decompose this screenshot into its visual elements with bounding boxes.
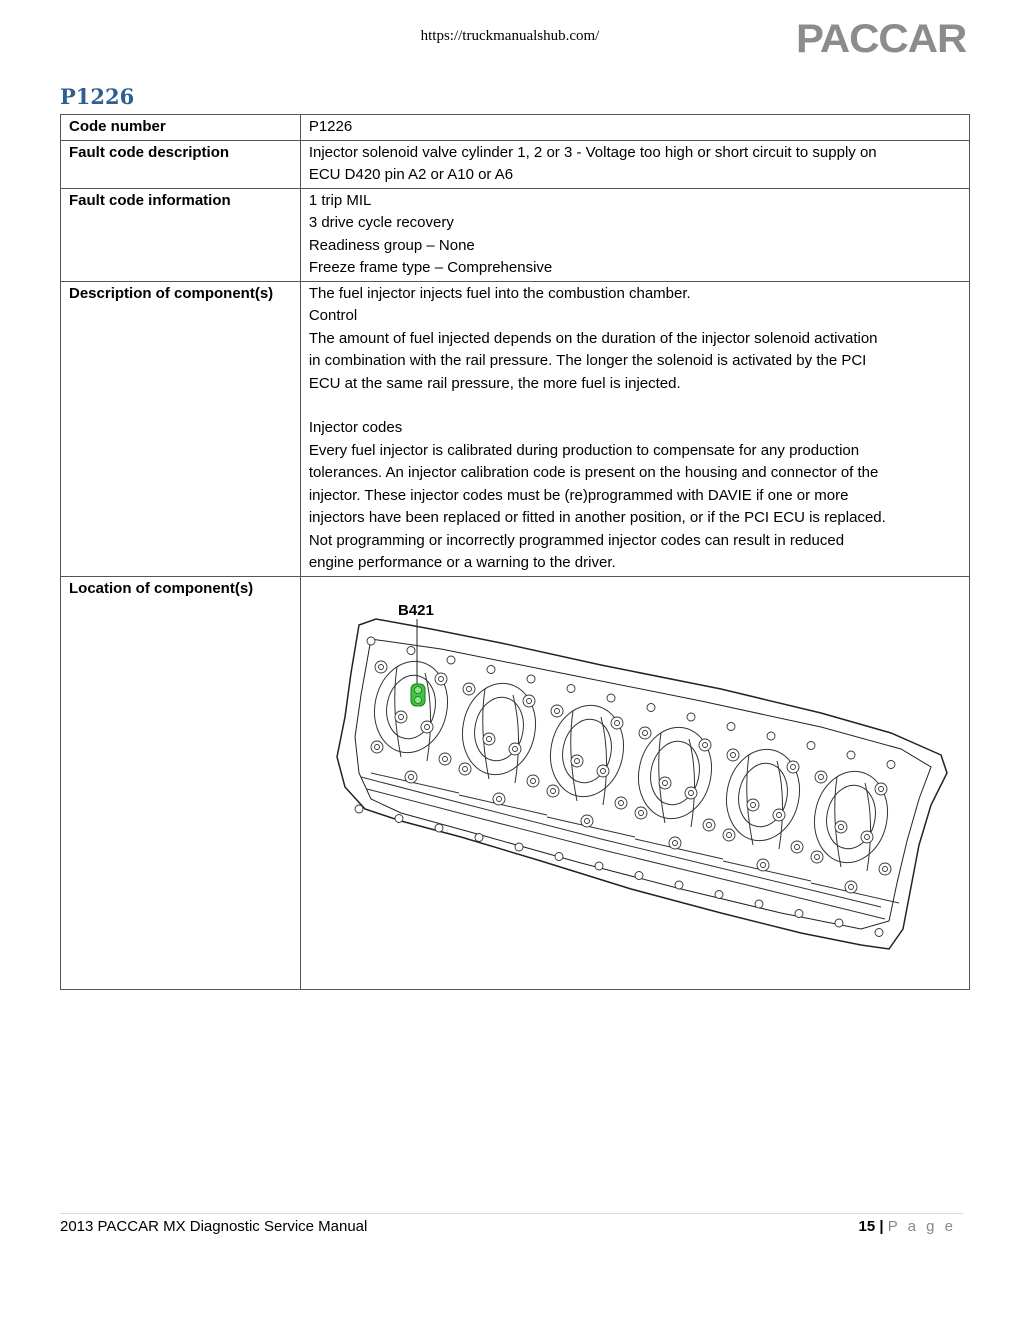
text-line: 1 trip MIL	[308, 191, 372, 209]
cylinder-head-diagram	[301, 577, 969, 987]
fault-description-label: Fault code description	[61, 140, 301, 188]
page-title: P1226	[60, 84, 135, 109]
text-line: Injector solenoid valve cylinder 1, 2 or 3 - Voltage too high or short circuit to supply on	[308, 143, 877, 161]
table-row	[61, 140, 970, 188]
text-line: in combination with the rail pressure. The longer the solenoid is activated by the PCI	[308, 352, 867, 369]
highlighted-component-b421	[411, 684, 425, 706]
text-line: Control	[308, 307, 358, 324]
text-line: Freeze frame type – Comprehensive	[308, 259, 553, 276]
table-row	[61, 188, 970, 281]
table-row	[61, 281, 970, 576]
fault-code-table	[60, 114, 970, 990]
footer-manual-title: 2013 PACCAR MX Diagnostic Service Manual	[60, 1218, 368, 1235]
fault-description-value	[300, 140, 969, 188]
text-line: The fuel injector injects fuel into the combustion chamber.	[308, 284, 691, 302]
text-line: ECU at the same rail pressure, the more fuel is injected.	[308, 374, 681, 392]
text-line: injector. These injector codes must be (re)programmed with DAVIE if one or more	[308, 486, 849, 504]
text-line: The amount of fuel injected depends on the duration of the injector solenoid activation	[308, 329, 878, 347]
component-location-label: Location of component(s)	[61, 576, 301, 989]
page-word: P a g e	[887, 1218, 956, 1235]
table-row	[61, 576, 970, 989]
text-line: Readiness group – None	[308, 236, 475, 254]
code-number-label: Code number	[61, 115, 301, 141]
fault-information-label: Fault code information	[61, 188, 301, 281]
component-location-diagram-cell	[300, 576, 969, 989]
source-url[interactable]: https://truckmanualshub.com/	[420, 28, 600, 44]
text-line: engine performance or a warning to the driver.	[308, 554, 616, 571]
text-line: Not programming or incorrectly programmed injector codes can result in reduced	[308, 531, 845, 549]
callout-label: B421	[397, 601, 434, 619]
footer-divider	[60, 1213, 963, 1214]
page-number: 15	[858, 1218, 876, 1235]
text-line: 3 drive cycle recovery	[308, 214, 454, 231]
text-line: Every fuel injector is calibrated during production to compensate for any production	[308, 441, 860, 459]
footer-separator: |	[879, 1218, 884, 1235]
text-line: Injector codes	[308, 419, 403, 436]
table-row	[61, 115, 970, 141]
text-line: ECU D420 pin A2 or A10 or A6	[308, 166, 514, 183]
footer-page-indicator	[830, 1218, 956, 1235]
paragraph-gap	[309, 395, 961, 417]
fault-information-value	[300, 188, 969, 281]
component-description-value	[300, 281, 969, 576]
text-line: tolerances. An injector calibration code is present on the housing and connector of the	[308, 464, 879, 481]
code-number-value: P1226	[300, 115, 969, 141]
text-line: injectors have been replaced or fitted in another position, or if the PCI ECU is replaced.	[308, 509, 886, 526]
paccar-logo: PACCAR	[796, 17, 967, 61]
component-description-label: Description of component(s)	[61, 281, 301, 576]
